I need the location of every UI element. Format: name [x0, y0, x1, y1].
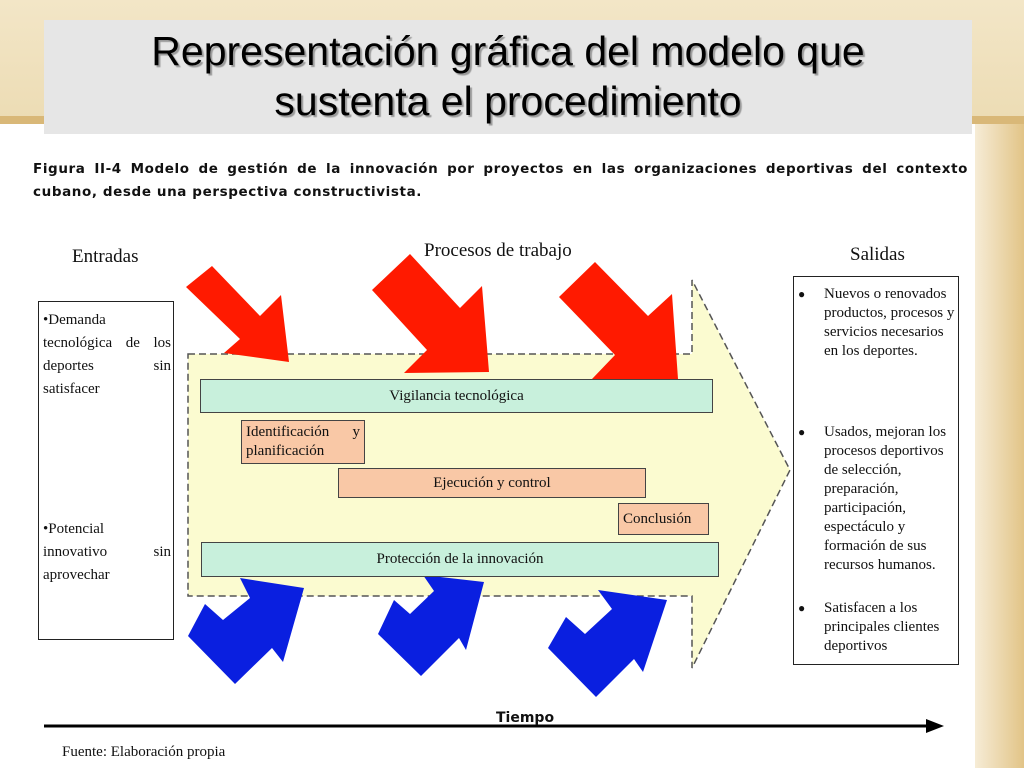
process-proteccion-innovacion: Protección de la innovación [201, 542, 719, 577]
slide-title: Representación gráfica del modelo que sustenta el procedimiento [151, 28, 865, 124]
input-item: •Demanda tecnológica de los deportes sin satisfacer [43, 312, 171, 397]
outputs-heading: Salidas [850, 244, 905, 265]
process-conclusion: Conclusión [618, 503, 709, 535]
bullet-icon: ● [798, 425, 806, 439]
time-axis-arrowhead [926, 719, 944, 733]
time-axis-label: Tiempo [496, 710, 555, 726]
figure-caption: Figura II-4 Modelo de gestión de la innovación por proyectos en las organizaciones deportivas del contexto cubano, desde una perspectiva constructivista. [33, 161, 968, 200]
output-text: Usados, mejoran los procesos deportivos de selección, preparación, participación, espectáculo y formación de sus recursos humanos. [824, 424, 947, 573]
process-identificacion-planificacion: Identificación y planificación [241, 420, 365, 464]
processes-heading: Procesos de trabajo [424, 240, 572, 261]
outputs-box [793, 276, 959, 665]
red-arrow-1 [186, 266, 289, 362]
inputs-heading: Entradas [72, 246, 139, 267]
blue-arrow-3 [548, 590, 667, 697]
output-text: Satisfacen a los principales clientes deportivos [824, 600, 940, 654]
output-text: Nuevos o renovados productos, procesos y servicios necesarios en los deportes. [824, 286, 955, 359]
process-ejecucion-control: Ejecución y control [338, 468, 646, 498]
process-vigilancia-tecnologica: Vigilancia tecnológica [200, 379, 713, 413]
source-note: Fuente: Elaboración propia [62, 744, 226, 760]
bullet-icon: ● [798, 287, 806, 301]
inputs-box [38, 301, 174, 640]
bullet-icon: ● [798, 601, 806, 615]
input-item: •Potencial innovativo sin aprovechar [43, 521, 171, 583]
